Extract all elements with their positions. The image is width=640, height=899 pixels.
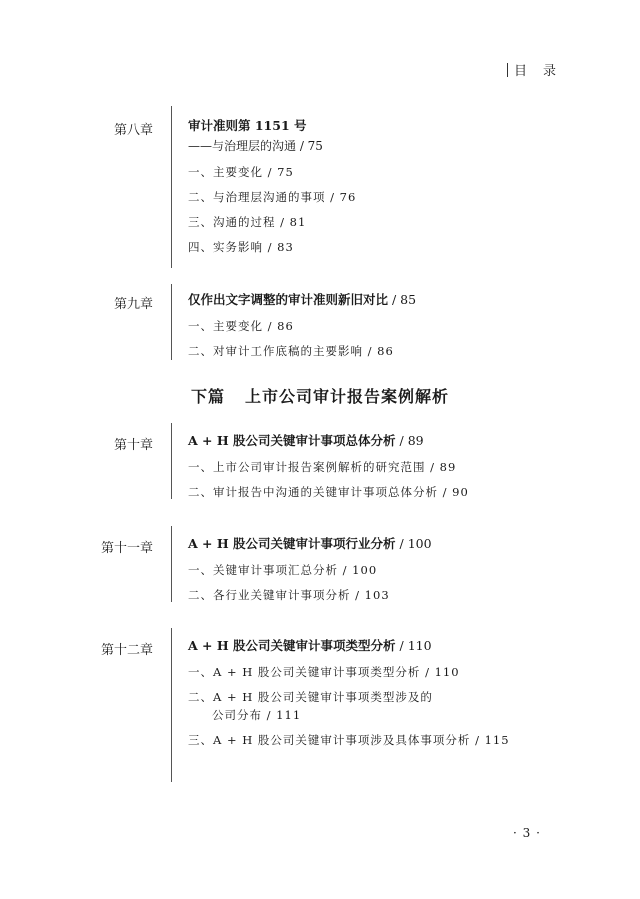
chapter-title[interactable] bbox=[188, 534, 618, 554]
chapter-body bbox=[188, 431, 618, 501]
toc-item[interactable]: 一、主要变化 / 75 bbox=[188, 165, 294, 179]
toc-item[interactable]: 一、A + H 股公司关键审计事项类型分析 / 110 bbox=[188, 665, 460, 679]
chapter-body bbox=[188, 116, 618, 256]
toc-item[interactable]: 二、与治理层沟通的事项 / 76 bbox=[188, 190, 357, 204]
part-heading bbox=[0, 384, 640, 407]
chapter-title-page: / 100 bbox=[395, 536, 432, 551]
toc-item-line: 公司分布 / 111 bbox=[212, 708, 302, 722]
chapter-title-page: / 110 bbox=[395, 638, 432, 653]
chapter-label: 第九章 bbox=[113, 297, 153, 312]
running-header bbox=[507, 60, 572, 79]
chapter-title-text: 仅作出文字调整的审计准则新旧对比 bbox=[188, 292, 389, 307]
chapter-rule bbox=[171, 628, 172, 782]
toc-item[interactable]: 二、对审计工作底稿的主要影响 / 86 bbox=[188, 344, 394, 358]
toc-item[interactable]: 四、实务影响 / 83 bbox=[188, 240, 294, 254]
page-number: · 3 · bbox=[513, 826, 541, 840]
chapter-title[interactable]: 审计准则第 1151 号 bbox=[188, 118, 307, 133]
header-right-word: 录 bbox=[543, 64, 559, 79]
toc-item[interactable]: 一、关键审计事项汇总分析 / 100 bbox=[188, 563, 378, 577]
chapter-rule bbox=[171, 284, 172, 360]
chapter-title-text: A + H 股公司关键审计事项类型分析 bbox=[188, 638, 396, 653]
header-left-word: 目 bbox=[514, 64, 530, 79]
chapter-subtitle[interactable]: ——与治理层的沟通 / 75 bbox=[188, 139, 323, 153]
chapter-rule bbox=[171, 423, 172, 499]
chapter-title-page: / 85 bbox=[388, 292, 417, 307]
chapter-rule bbox=[171, 526, 172, 602]
header-divider bbox=[507, 63, 508, 77]
chapter-label: 第十二章 bbox=[100, 643, 153, 658]
part-title: 上市公司审计报告案例解析 bbox=[245, 387, 450, 406]
part-label: 下篇 bbox=[190, 387, 225, 406]
chapter-label: 第十一章 bbox=[100, 541, 153, 556]
chapter-title-text: A + H 股公司关键审计事项总体分析 bbox=[188, 433, 396, 448]
toc-item[interactable]: 三、A + H 股公司关键审计事项涉及具体事项分析 / 115 bbox=[188, 733, 510, 747]
chapter-title-text: A + H 股公司关键审计事项行业分析 bbox=[188, 536, 396, 551]
chapter-title[interactable] bbox=[188, 431, 618, 451]
toc-item-line: 二、A + H 股公司关键审计事项类型涉及的 bbox=[188, 690, 433, 704]
chapter-body bbox=[188, 636, 618, 749]
chapter-label: 第十章 bbox=[113, 438, 153, 453]
toc-item[interactable]: 二、各行业关键审计事项分析 / 103 bbox=[188, 588, 390, 602]
toc-item[interactable]: 一、上市公司审计报告案例解析的研究范围 / 89 bbox=[188, 460, 457, 474]
chapter-body bbox=[188, 534, 618, 604]
chapter-title-page: / 89 bbox=[395, 433, 424, 448]
chapter-label: 第八章 bbox=[113, 123, 153, 138]
toc-item[interactable] bbox=[188, 688, 618, 724]
chapter-title[interactable] bbox=[188, 636, 618, 656]
chapter-title[interactable] bbox=[188, 290, 618, 310]
toc-item[interactable]: 二、审计报告中沟通的关键审计事项总体分析 / 90 bbox=[188, 485, 469, 499]
chapter-body bbox=[188, 290, 618, 360]
toc-item[interactable]: 一、主要变化 / 86 bbox=[188, 319, 294, 333]
chapter-rule bbox=[171, 106, 172, 268]
toc-item[interactable]: 三、沟通的过程 / 81 bbox=[188, 215, 307, 229]
